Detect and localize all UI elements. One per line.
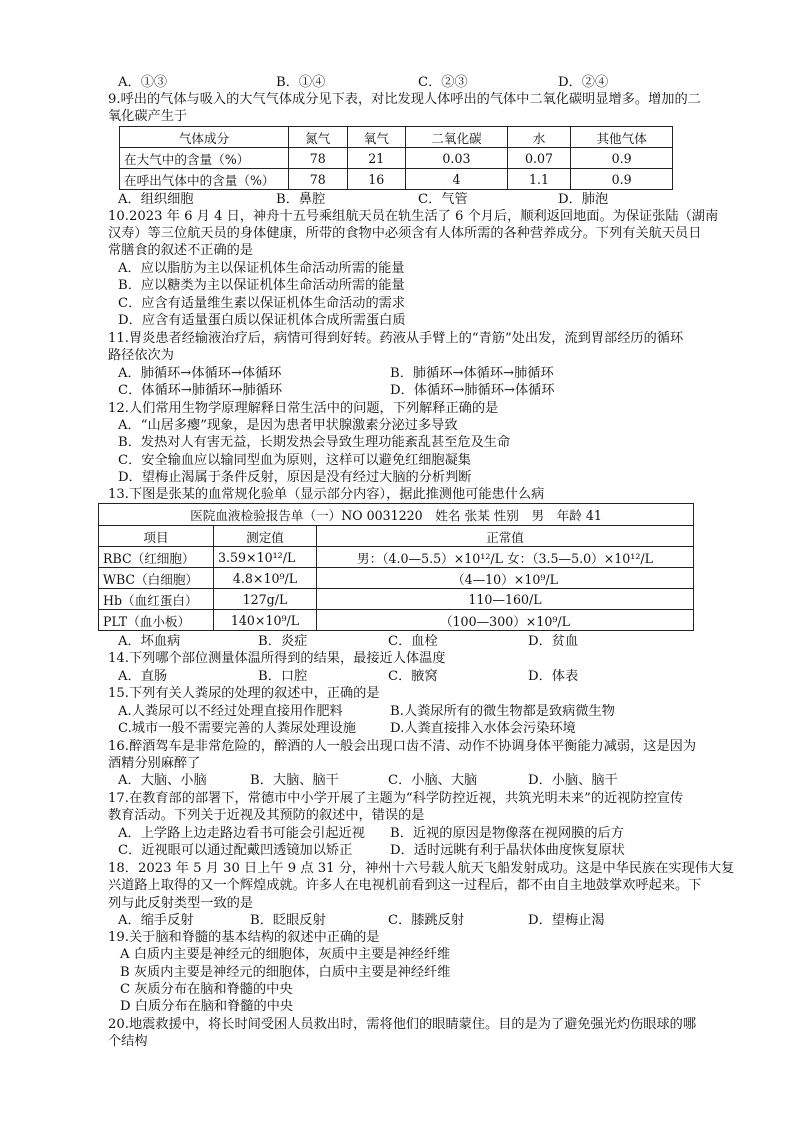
q19-stem: 19.关于脑和脊髓的基本结构的叙述中正确的是 [108, 930, 380, 945]
table-row [120, 148, 673, 169]
table-cell: WBC（白细胞） [99, 568, 214, 589]
option-b: B．眨眼反射 [250, 913, 326, 928]
header-cell: 水 [507, 127, 570, 148]
q10-stem-line1: 10.2023 年 6 月 4 日，神舟十五号乘组航天员在轨生活了 6 个月后，顺利返回地面。为保证张陆（湖南 [108, 209, 719, 224]
q19-option-d: D 白质分布在脑和脊髓的中央 [120, 999, 294, 1014]
q11-option-a: A．肺循环→体循环→体循环 [118, 366, 282, 381]
q16-options [118, 772, 678, 789]
q17-option-d: D．适时远眺有利于晶状体曲度恢复原状 [390, 843, 625, 858]
q14-options [118, 668, 678, 685]
table-cell: 1.1 [507, 169, 570, 190]
option-b: B．大脑、脑干 [250, 773, 339, 788]
q10-stem-line3: 常膳食的叙述不正确的是 [108, 243, 254, 258]
table-header-row [120, 127, 673, 148]
q16-stem-line2: 酒精分别麻醉了 [108, 756, 201, 771]
header-cell: 项目 [99, 526, 214, 547]
option-a: A．坏血病 [118, 634, 181, 649]
table-cell: 在呼出气体中的含量（%） [120, 169, 289, 190]
option-b: B．炎症 [258, 634, 308, 649]
q19-option-b: B 灰质内主要是神经元的细胞体，白质中主要是神经纤维 [120, 965, 451, 980]
option-a: A．大脑、小脑 [118, 773, 207, 788]
q11-stem-line2: 路径依次为 [108, 348, 174, 363]
option-c: C．腋窝 [388, 669, 438, 684]
q15-option-d: D.人粪直接排入水体会污染环境 [390, 721, 576, 736]
q12-option-b: B．发热对人有害无益，长期发热会导致生理功能紊乱甚至危及生命 [118, 435, 511, 450]
option-c: C．血栓 [388, 634, 438, 649]
table-cell: （4—10）×10⁹/L [317, 568, 694, 589]
table-cell: 78 [289, 169, 348, 190]
option-a: A．①③ [118, 75, 168, 90]
q10-option-c: C．应含有适量维生素以保证机体生命活动的需求 [118, 296, 406, 311]
table-cell: 4.8×10⁹/L [214, 568, 317, 589]
table-cell: 0.03 [406, 148, 508, 169]
option-d: D．贫血 [528, 634, 579, 649]
header-cell: 正常值 [317, 526, 694, 547]
option-c: C．气管 [418, 192, 468, 207]
option-a: A．直肠 [118, 669, 168, 684]
table-cell: 140×10⁹/L [214, 610, 317, 631]
q17-stem-line2: 教育活动。下列关于近视及其预防的叙述中，错误的是 [108, 808, 425, 823]
q19-option-a: A 白质内主要是神经元的细胞体，灰质中主要是神经纤维 [120, 947, 451, 962]
q10-option-a: A．应以脂肪为主以保证机体生命活动所需的能量 [118, 261, 405, 276]
header-cell: 其他气体 [571, 127, 673, 148]
q10-stem-line2: 汉寿）等三位航天员的身体健康，所带的食物中必须含有人体所需的各种营养成分。下列有关航天员日 [108, 226, 702, 241]
q13-stem: 13.下图是张某的血常规化验单（显示部分内容），据此推测他可能患什么病 [108, 487, 545, 502]
q8-options [118, 74, 678, 91]
header-cell: 气体成分 [120, 127, 289, 148]
q20-stem-line2: 个结构 [108, 1034, 148, 1049]
q9-stem-line1: 9.呼出的气体与吸入的大气气体成分见下表，对比发现人体呼出的气体中二氧化碳明显增多。增加的二 [108, 92, 701, 107]
table-cell: 男：（4.0—5.5）×10¹²/L 女：（3.5—5.0）×10¹²/L [317, 547, 694, 568]
header-cell: 氧气 [347, 127, 406, 148]
option-c: C．膝跳反射 [388, 913, 465, 928]
q15-option-c: C.城市一般不需要完善的人粪尿处理设施 [118, 721, 356, 736]
table-cell: （100—300）×10⁹/L [317, 610, 694, 631]
q12-option-c: C．安全输血应以输同型血为原则，这样可以避免红细胞凝集 [118, 453, 471, 468]
table-row [99, 568, 694, 589]
q18-options [118, 912, 678, 929]
q16-stem-line1: 16.醉酒驾车是非常危险的，醉酒的人一般会出现口齿不清、动作不协调身体平衡能力减弱，这是因为 [108, 739, 697, 754]
q13-blood-report-table [98, 503, 694, 631]
q17-stem-line1: 17.在教育部的部署下，常德市中小学开展了主题为“科学防控近视，共筑光明未来”的近视防控宣传 [108, 791, 684, 806]
option-b: B．鼻腔 [276, 192, 326, 207]
table-header-row [99, 526, 694, 547]
q17-option-b: B．近视的原因是物像落在视网膜的后方 [390, 826, 624, 841]
q11-option-c: C．体循环→肺循环→肺循环 [118, 383, 283, 398]
q15-stem: 15.下列有关人粪尿的处理的叙述中，正确的是 [108, 686, 380, 701]
table-row [99, 547, 694, 568]
option-d: D．肺泡 [558, 192, 609, 207]
option-d: D．小脑、脑干 [528, 773, 618, 788]
table-cell: 0.9 [571, 148, 673, 169]
header-cell: 二氧化碳 [406, 127, 508, 148]
q15-option-a: A.人粪尿可以不经过处理直接用作肥料 [118, 704, 343, 719]
table-cell: PLT（血小板） [99, 610, 214, 631]
q11-stem-line1: 11.胃炎患者经输液治疗后，病情可得到好转。药液从手臂上的“青筋”处出发，流到胃部经历的循环 [108, 331, 684, 346]
q9-stem-line2: 氧化碳产生于 [108, 109, 188, 124]
table-row [99, 610, 694, 631]
q18-stem-line2: 兴道路上取得的又一个辉煌成就。许多人在电视机前看到这一过程后，都不由自主地鼓掌欢呼起来。下 [108, 878, 702, 893]
table-cell: 110—160/L [317, 589, 694, 610]
q20-stem-line1: 20.地震救援中，将长时间受困人员救出时，需将他们的眼睛蒙住。目的是为了避免强光灼伤眼球的哪 [108, 1017, 697, 1032]
table-cell: 0.07 [507, 148, 570, 169]
option-b: B．口腔 [258, 669, 308, 684]
table-cell: 127g/L [214, 589, 317, 610]
q11-option-d: D．体循环→肺循环→体循环 [390, 383, 555, 398]
table-row [120, 169, 673, 190]
table-cell: 3.59×10¹²/L [214, 547, 317, 568]
option-b: B．①④ [276, 75, 326, 90]
report-title-row [99, 504, 694, 526]
table-cell: 16 [347, 169, 406, 190]
option-a: A．缩手反射 [118, 913, 194, 928]
q12-option-d: D．望梅止渴属于条件反射，原因是没有经过大脑的分析判断 [118, 470, 472, 485]
option-d: D．体表 [528, 669, 579, 684]
q18-stem-line3: 列与此反射类型一致的是 [108, 896, 254, 911]
table-cell: 4 [406, 169, 508, 190]
q19-option-c: C 灰质分布在脑和脊髓的中央 [120, 982, 293, 997]
q12-option-a: A．“山居多瘿”现象，是因为患者甲状腺激素分泌过多导致 [118, 418, 458, 433]
q11-option-b: B．肺循环→体循环→肺循环 [390, 366, 554, 381]
table-cell: RBC（红细胞） [99, 547, 214, 568]
table-cell: Hb（血红蛋白） [99, 589, 214, 610]
q14-stem: 14.下列哪个部位测量体温所得到的结果，最接近人体温度 [108, 651, 446, 666]
q13-options [118, 633, 678, 650]
q9-options [118, 191, 678, 208]
table-cell: 21 [347, 148, 406, 169]
table-row [99, 589, 694, 610]
option-c: C．②③ [418, 75, 468, 90]
table-cell: 在大气中的含量（%） [120, 148, 289, 169]
q17-option-c: C．近视眼可以通过配戴凹透镜加以矫正 [118, 843, 353, 858]
option-d: D．望梅止渴 [528, 913, 605, 928]
q17-option-a: A．上学路上边走路边看书可能会引起近视 [118, 826, 365, 841]
report-title: 医院血液检验报告单（一）NO 0031220 姓名 张某 性别 男 年龄 41 [99, 504, 694, 526]
q10-option-b: B．应以糖类为主以保证机体生命活动所需的能量 [118, 278, 405, 293]
q12-stem: 12.人们常用生物学原理解释日常生活中的问题，下列解释正确的是 [108, 401, 499, 416]
option-a: A．组织细胞 [118, 192, 194, 207]
q9-gas-table [119, 126, 673, 190]
table-cell: 78 [289, 148, 348, 169]
option-d: D．②④ [558, 75, 609, 90]
q15-option-b: B.人粪尿所有的微生物都是致病微生物 [390, 704, 615, 719]
table-cell: 0.9 [571, 169, 673, 190]
option-c: C．小脑、大脑 [388, 773, 478, 788]
q10-option-d: D．应含有适量蛋白质以保证机体合成所需蛋白质 [118, 313, 406, 328]
header-cell: 氮气 [289, 127, 348, 148]
header-cell: 测定值 [214, 526, 317, 547]
q18-stem-line1: 18．2023 年 5 月 30 日上午 9 点 31 分，神州十六号载人航天飞船发射成功。这是中华民族在实现伟大复 [108, 861, 735, 876]
